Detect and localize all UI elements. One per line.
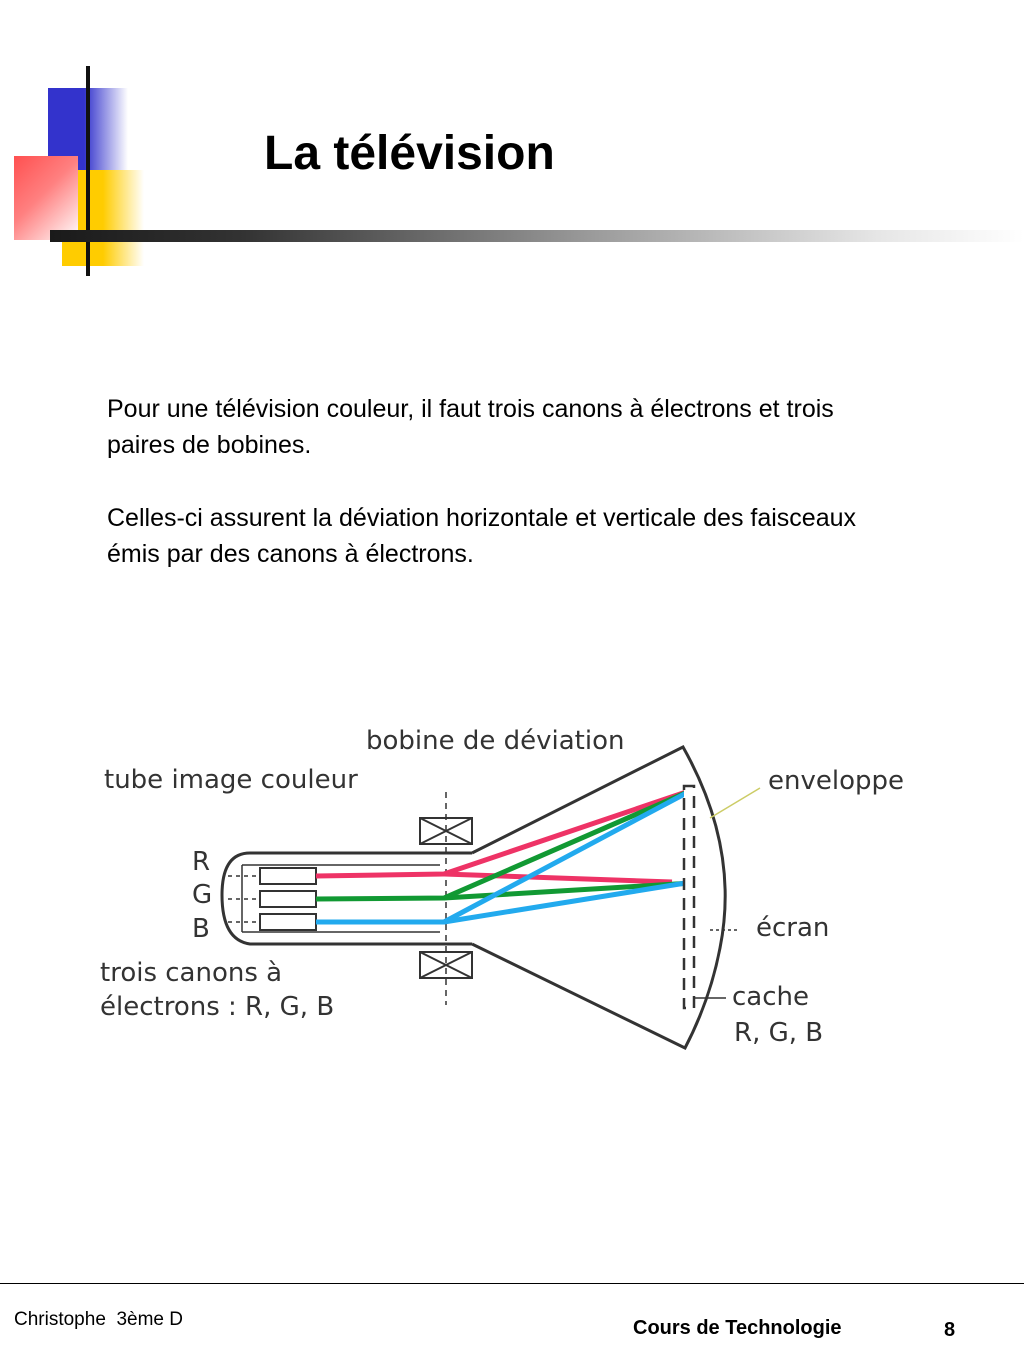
page-number: 8	[944, 1319, 956, 1341]
decor-red-square	[14, 156, 78, 240]
label-g: G	[192, 880, 213, 910]
footer-author: Christophe 3ème D	[14, 1309, 183, 1330]
shadow-mask	[684, 786, 694, 1008]
paragraph-deviation: Celles-ci assurent la déviation horizontale et verticale des faisceaux émis par des canons à électrons.	[107, 504, 856, 568]
electron-gun-g	[260, 891, 316, 907]
paragraph-intro: Pour une télévision couleur, il faut trois canons à électrons et trois paires de bobines.	[107, 395, 834, 459]
label-canons-line2: électrons : R, G, B	[100, 992, 335, 1022]
label-r: R	[192, 847, 211, 877]
label-enveloppe: enveloppe	[768, 766, 904, 796]
gun-leads	[228, 876, 260, 922]
footer-divider	[0, 1283, 1024, 1284]
label-b: B	[192, 914, 210, 944]
label-cache-line1: cache	[732, 982, 809, 1012]
decor-horizontal-bar	[50, 230, 1024, 242]
label-tube: tube image couleur	[104, 765, 358, 795]
slide-title: La télévision	[264, 127, 555, 180]
label-ecran: écran	[756, 913, 830, 943]
crt-diagram	[80, 700, 940, 1080]
label-canons-line1: trois canons à	[100, 958, 283, 988]
footer-course: Cours de Technologie	[633, 1317, 842, 1339]
pointer-enveloppe	[710, 788, 760, 818]
label-cache-line2: R, G, B	[734, 1018, 824, 1048]
deflection-coil-bottom	[420, 952, 472, 978]
label-bobine: bobine de déviation	[366, 726, 625, 756]
electron-gun-r	[260, 868, 316, 884]
decor-vertical-line	[86, 66, 90, 276]
electron-gun-b	[260, 914, 316, 930]
